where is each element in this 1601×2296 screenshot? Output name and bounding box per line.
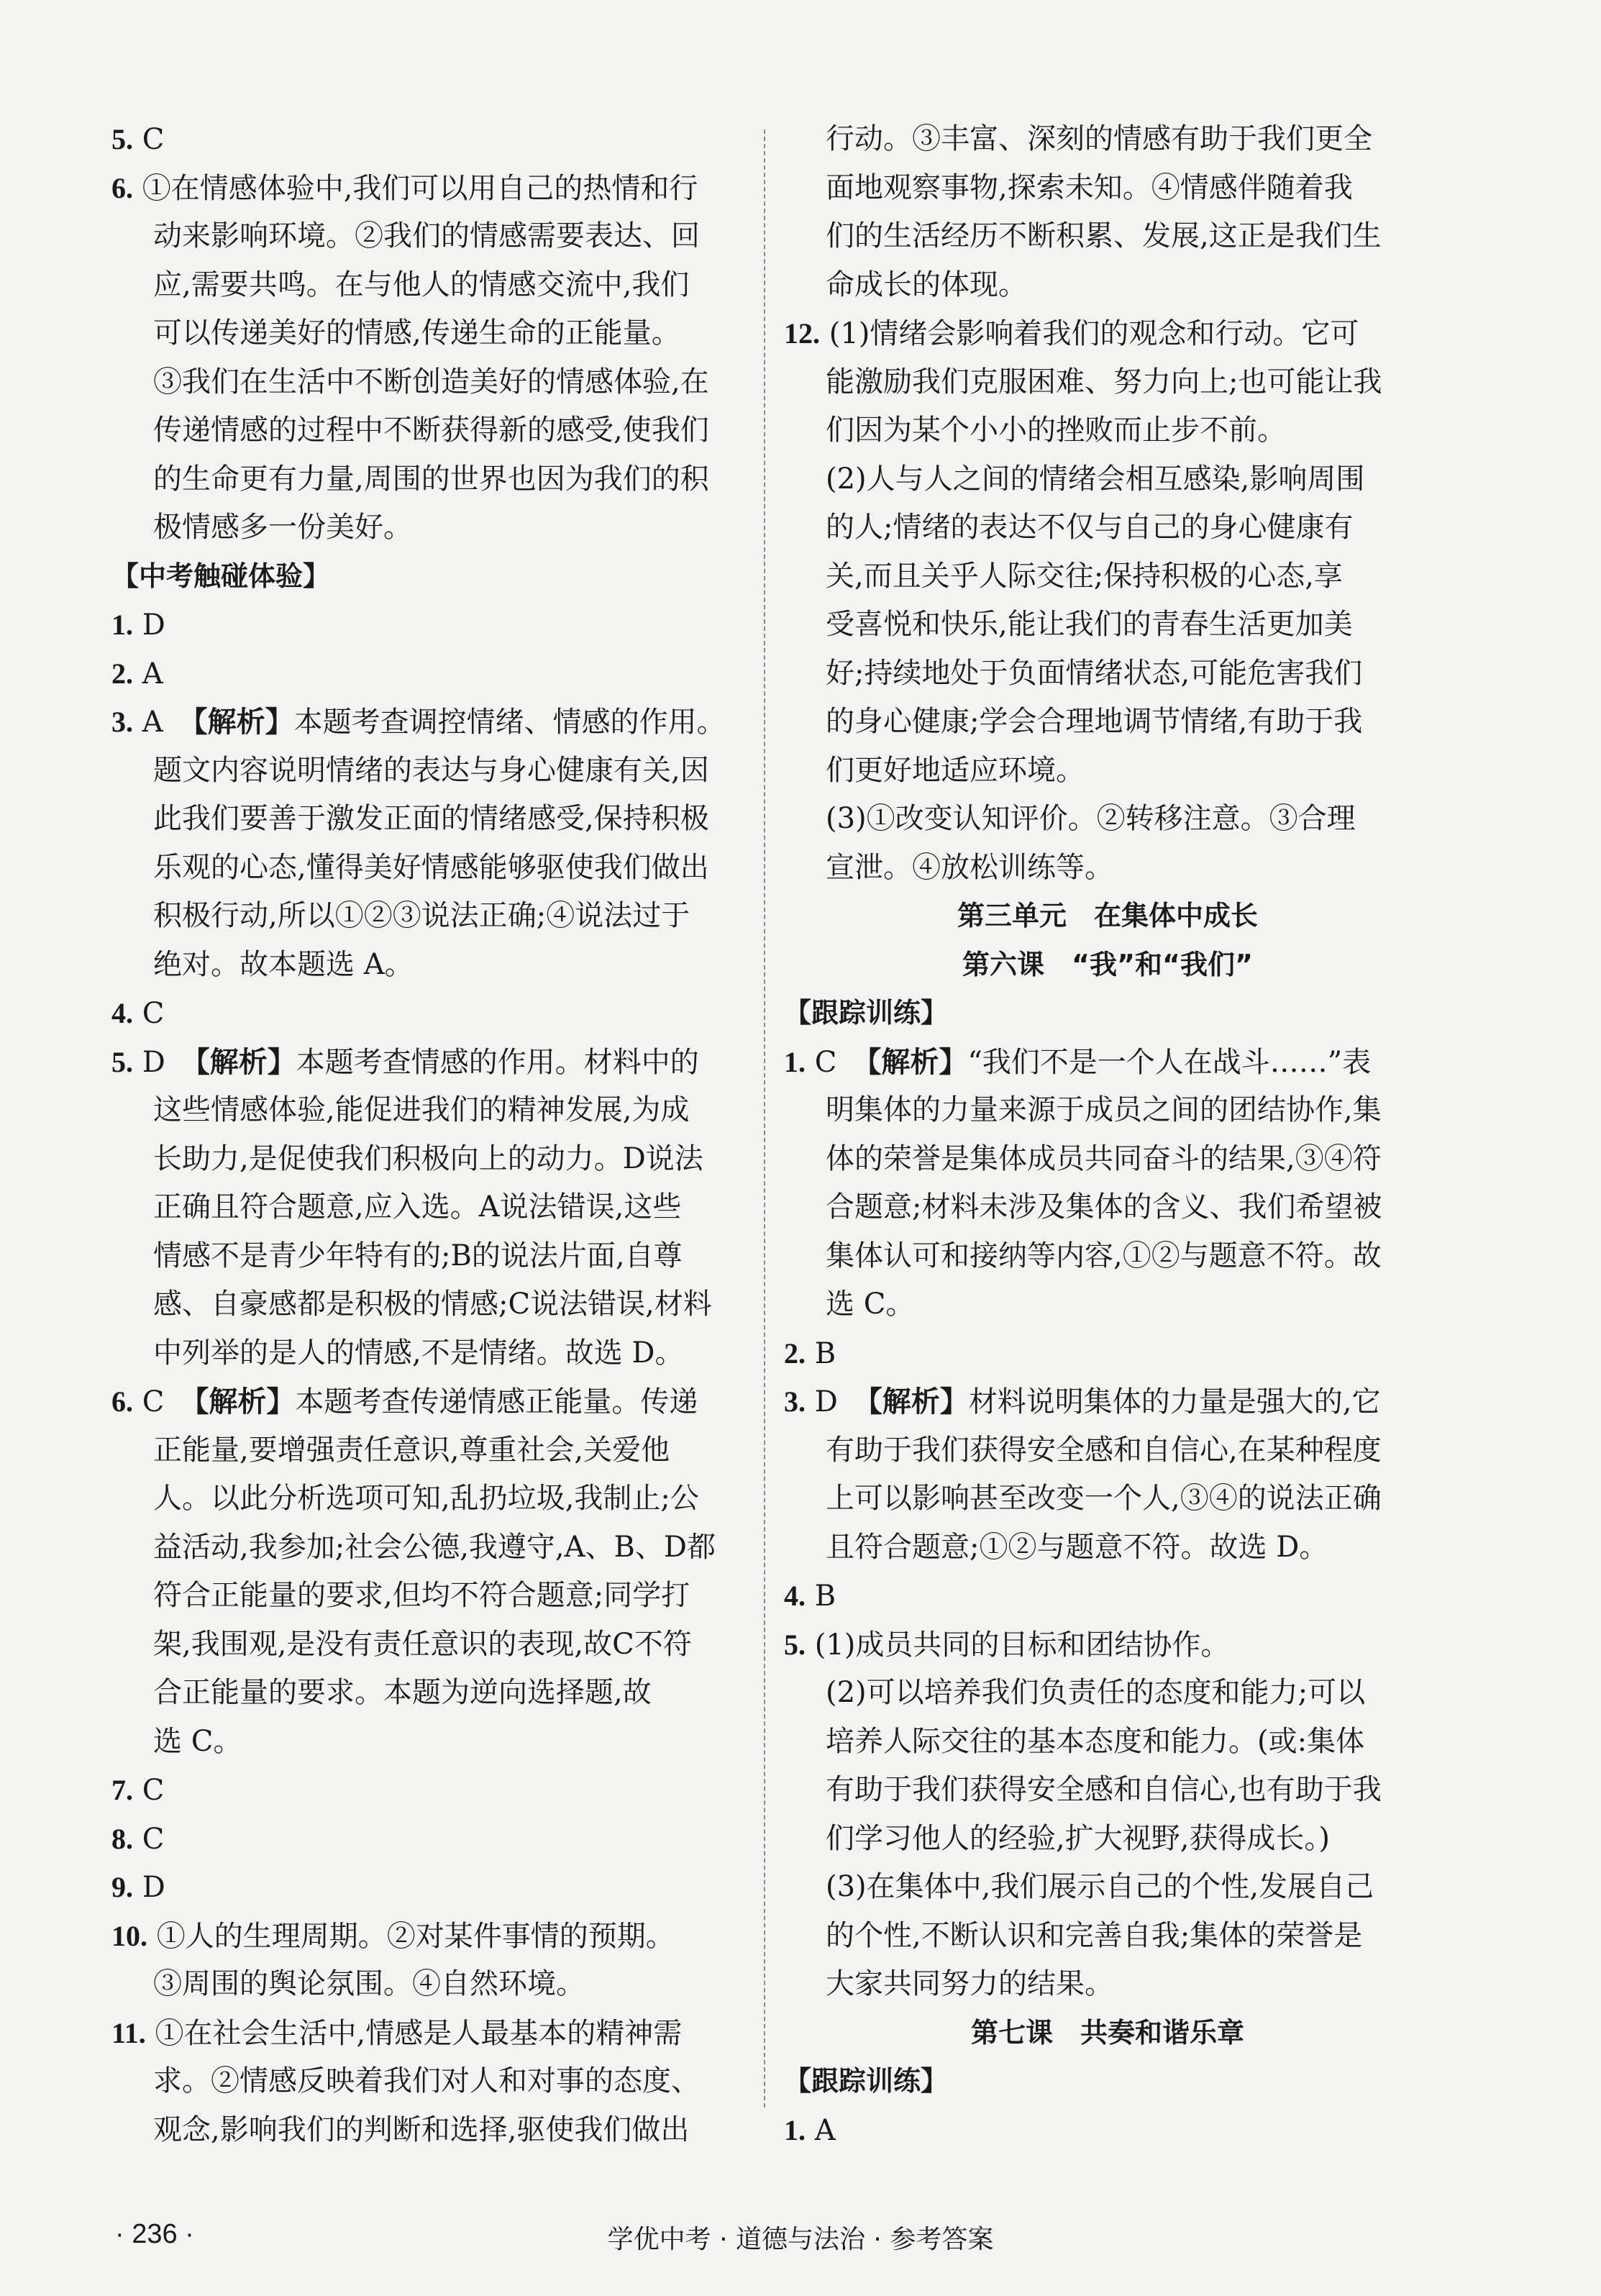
analysis-tag: 【解析】 xyxy=(180,1385,296,1418)
analysis-text: “我们不是一个人在战斗……”表 xyxy=(967,1045,1372,1079)
analysis-text: 材料说明集体的力量是强大的,它 xyxy=(968,1385,1381,1418)
continuation-line: 们更好地适应环境。 xyxy=(826,753,1085,787)
right-column xyxy=(784,115,1431,2154)
continuation-line: 们学习他人的经验,扩大视野,获得成长。) xyxy=(826,1821,1331,1855)
answer-item xyxy=(111,115,744,164)
analysis-tag: 【解析】 xyxy=(178,706,294,739)
answer-text: C xyxy=(142,1385,165,1418)
left-column xyxy=(111,115,744,2154)
answer-item xyxy=(784,1038,1431,1087)
continuation-line: 题文内容说明情绪的表达与身心健康有关,因 xyxy=(153,753,709,787)
answer-text: C xyxy=(142,1822,165,1856)
footer-title: 学优中考 · 道德与法治 · 参考答案 xyxy=(607,2225,994,2254)
continuation-line: 宣泄。④放松训练等。 xyxy=(826,850,1113,884)
question-number: 1. xyxy=(784,2113,806,2146)
answer-text: D xyxy=(814,1385,838,1418)
continuation-line: 情感不是青少年特有的;B的说法片面,自尊 xyxy=(153,1239,683,1272)
answer-text: A xyxy=(142,657,163,691)
continuation-line: 这些情感体验,能促进我们的精神发展,为成 xyxy=(153,1093,690,1126)
question-number: 5. xyxy=(111,123,133,155)
continuation-line: 中列举的是人的情感,不是情绪。故选 D。 xyxy=(153,1336,684,1370)
answer-text: ①在情感体验中,我们可以用自己的热情和行 xyxy=(142,171,698,205)
continuation-line: 体的荣誉是集体成员共同奋斗的结果,③④符 xyxy=(826,1142,1382,1175)
continuation-line: ③我们在生活中不断创造美好的情感体验,在 xyxy=(153,365,709,398)
column-divider xyxy=(764,129,765,2108)
continuation-line: 选 C。 xyxy=(826,1288,915,1321)
lesson-heading: 第七课 共奏和谐乐章 xyxy=(970,2016,1244,2049)
question-number: 10. xyxy=(111,1919,147,1952)
answer-text: B xyxy=(814,1336,836,1370)
continuation-line: 能激励我们克服困难、努力向上;也可能让我 xyxy=(826,365,1382,398)
answer-item xyxy=(111,601,744,650)
answer-item xyxy=(111,2009,744,2058)
question-number: 2. xyxy=(784,1336,806,1370)
continuation-line: 正确且符合题意,应入选。A说法错误,这些 xyxy=(153,1190,682,1224)
continuation-line: 长助力,是促使我们积极向上的动力。D说法 xyxy=(153,1142,703,1175)
answer-text: C xyxy=(814,1045,837,1079)
answer-item xyxy=(111,1912,744,1961)
continuation-line: 集体认可和接纳等内容,①②与题意不符。故 xyxy=(826,1239,1382,1272)
continuation-line: 求。②情感反映着我们对人和对事的态度、 xyxy=(153,2064,700,2097)
continuation-line: 乐观的心态,懂得美好情感能够驱使我们做出 xyxy=(153,850,709,884)
answer-text: C xyxy=(142,1774,165,1807)
question-number: 11. xyxy=(111,2016,146,2049)
continuation-line: 的生命更有力量,周围的世界也因为我们的积 xyxy=(153,462,709,496)
continuation-line: 人。以此分析选项可知,乱扔垃圾,我制止;公 xyxy=(153,1482,699,1515)
continuation-line: (3)①改变认知评价。②转移注意。③合理 xyxy=(826,802,1356,835)
answer-item xyxy=(111,1815,744,1864)
continuation-line: 的个性,不断认识和完善自我;集体的荣誉是 xyxy=(826,1918,1363,1952)
question-number: 2. xyxy=(111,657,133,690)
answer-item xyxy=(784,2106,1431,2155)
continuation-line: 明集体的力量来源于成员之间的团结协作,集 xyxy=(826,1093,1382,1126)
section-label: 【中考触碰体验】 xyxy=(111,560,331,592)
answer-text: (1)情绪会影响着我们的观念和行动。它可 xyxy=(829,317,1359,350)
continuation-line: (2)人与人之间的情绪会相互感染,影响周围 xyxy=(826,462,1365,496)
answer-text: C xyxy=(142,997,165,1030)
question-number: 12. xyxy=(784,317,820,350)
continuation-line: 关,而且关乎人际交往;保持积极的心态,享 xyxy=(826,559,1343,593)
answer-text: A xyxy=(142,706,163,739)
question-number: 1. xyxy=(111,609,133,641)
continuation-line: 受喜悦和快乐,能让我们的青春生活更加美 xyxy=(826,608,1353,641)
question-number: 7. xyxy=(111,1774,133,1806)
question-number: 3. xyxy=(784,1385,806,1418)
answer-text: ①在社会生活中,情感是人最基本的精神需 xyxy=(155,2016,683,2050)
answer-item xyxy=(784,1572,1431,1621)
answer-item xyxy=(784,309,1431,358)
section-label: 【跟踪训练】 xyxy=(784,2065,949,2097)
analysis-text: 本题考查传递情感正能量。传递 xyxy=(295,1385,698,1418)
continuation-line: 大家共同努力的结果。 xyxy=(826,1967,1113,2000)
analysis-text: 本题考查调控情绪、情感的作用。 xyxy=(293,706,726,739)
continuation-line: 好;持续地处于负面情绪状态,可能危害我们 xyxy=(826,656,1363,690)
answer-item xyxy=(784,1621,1431,1669)
continuation-line: 此我们要善于激发正面的情绪感受,保持积极 xyxy=(153,802,709,835)
continuation-line: 有助于我们获得安全感和自信心,在某种程度 xyxy=(826,1433,1382,1467)
answer-text: C xyxy=(142,123,165,156)
answer-item xyxy=(111,650,744,698)
answer-text: (1)成员共同的目标和团结协作。 xyxy=(814,1628,1230,1662)
page-footer xyxy=(0,2219,1601,2262)
question-number: 6. xyxy=(111,171,133,204)
continuation-line: 的身心健康;学会合理地调节情绪,有助于我 xyxy=(826,705,1363,738)
continuation-line: 应,需要共鸣。在与他人的情感交流中,我们 xyxy=(153,268,690,301)
continuation-line: 培养人际交往的基本态度和能力。(或:集体 xyxy=(826,1724,1365,1758)
answer-text: D xyxy=(142,1871,165,1904)
analysis-text: 本题考查情感的作用。材料中的 xyxy=(296,1045,699,1079)
answer-text: D xyxy=(142,609,165,642)
continuation-line: 架,我围观,是没有责任意识的表现,故C不符 xyxy=(153,1627,692,1661)
continuation-line: 的人;情绪的表达不仅与自己的身心健康有 xyxy=(826,511,1354,544)
continuation-line: 动来影响环境。②我们的情感需要表达、回 xyxy=(153,219,700,252)
continuation-line: 积极行动,所以①②③说法正确;④说法过于 xyxy=(153,899,690,932)
continuation-line: 选 C。 xyxy=(153,1724,242,1758)
continuation-line: 合正能量的要求。本题为逆向选择题,故 xyxy=(153,1676,652,1709)
continuation-line: 有助于我们获得安全感和自信心,也有助于我 xyxy=(826,1773,1382,1806)
answer-text: ①人的生理周期。②对某件事情的预期。 xyxy=(156,1919,675,1953)
lesson-heading: 第三单元 在集体中成长 xyxy=(957,900,1258,931)
page-number: · 236 · xyxy=(115,2219,194,2249)
continuation-line: (2)可以培养我们负责任的态度和能力;可以 xyxy=(826,1676,1366,1709)
continuation-line: ③周围的舆论氛围。④自然环境。 xyxy=(153,1967,585,2000)
continuation-line: 观念,影响我们的判断和选择,驱使我们做出 xyxy=(153,2113,690,2146)
answer-item xyxy=(111,1863,744,1912)
continuation-line: 合题意;材料未涉及集体的含义、我们希望被 xyxy=(826,1190,1382,1224)
answer-item xyxy=(111,1038,744,1087)
continuation-line: 行动。③丰富、深刻的情感有助于我们更全 xyxy=(826,122,1372,155)
continuation-line: 绝对。故本题选 A。 xyxy=(153,947,414,981)
question-number: 5. xyxy=(111,1045,133,1078)
section-label: 【跟踪训练】 xyxy=(784,997,949,1029)
analysis-tag: 【解析】 xyxy=(853,1385,969,1418)
analysis-tag: 【解析】 xyxy=(181,1045,296,1079)
answer-text: D xyxy=(142,1045,165,1079)
continuation-line: (3)在集体中,我们展示自己的个性,发展自己 xyxy=(826,1870,1374,1903)
continuation-line: 们因为某个小小的挫败而止步不前。 xyxy=(826,414,1286,447)
question-number: 9. xyxy=(111,1871,133,1903)
continuation-line: 上可以影响甚至改变一个人,③④的说法正确 xyxy=(826,1482,1382,1515)
continuation-line: 传递情感的过程中不断获得新的感受,使我们 xyxy=(153,414,709,447)
continuation-line: 正能量,要增强责任意识,尊重社会,关爱他 xyxy=(153,1433,670,1467)
question-number: 1. xyxy=(784,1045,806,1078)
continuation-line: 面地观察事物,探索未知。④情感伴随着我 xyxy=(826,170,1353,204)
continuation-line: 极情感多一份美好。 xyxy=(153,511,412,544)
lesson-heading: 第六课 “我”和“我们” xyxy=(962,948,1253,980)
answer-item xyxy=(111,698,744,747)
question-number: 6. xyxy=(111,1385,133,1418)
answer-item xyxy=(111,164,744,213)
analysis-tag: 【解析】 xyxy=(852,1045,968,1079)
answer-item xyxy=(784,1377,1431,1426)
question-number: 5. xyxy=(784,1628,806,1661)
answer-item xyxy=(111,989,744,1038)
continuation-line: 命成长的体现。 xyxy=(826,268,1027,301)
answer-item xyxy=(111,1377,744,1426)
continuation-line: 可以传递美好的情感,传递生命的正能量。 xyxy=(153,316,680,350)
continuation-line: 们的生活经历不断积累、发展,这正是我们生 xyxy=(826,219,1382,252)
question-number: 4. xyxy=(111,997,133,1029)
continuation-line: 且符合题意;①②与题意不符。故选 D。 xyxy=(826,1530,1328,1564)
continuation-line: 益活动,我参加;社会公德,我遵守,A、B、D都 xyxy=(153,1530,716,1564)
answer-item xyxy=(784,1329,1431,1378)
question-number: 4. xyxy=(784,1580,806,1612)
answer-text: B xyxy=(814,1580,836,1613)
answer-text: A xyxy=(814,2113,836,2147)
continuation-line: 感、自豪感都是积极的情感;C说法错误,材料 xyxy=(153,1288,712,1321)
continuation-line: 符合正能量的要求,但均不符合题意;同学打 xyxy=(153,1579,690,1612)
question-number: 8. xyxy=(111,1822,133,1855)
answer-item xyxy=(111,1766,744,1815)
question-number: 3. xyxy=(111,706,133,738)
